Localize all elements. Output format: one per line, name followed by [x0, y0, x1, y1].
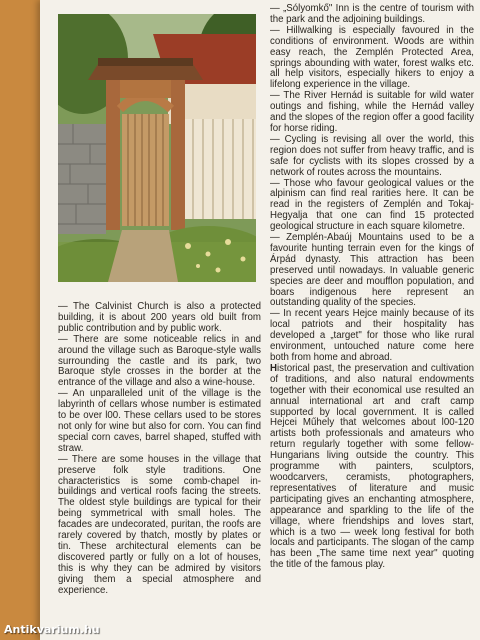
left-text-column — [58, 302, 261, 596]
gate-illustration — [58, 14, 256, 282]
paragraph-calvinist-church: — The Calvinist Church is also a protected building, it is about 200 years old built from public contribution and by public work. — [58, 301, 261, 334]
paragraph-cycling: — Cycling is revising all over the world, this region does not suffer from heavy traffic, and is safe for cyclists with its slopes crossed by a network of routes across the mountains. — [270, 133, 474, 178]
photo-carved-wooden-gate — [58, 14, 256, 282]
paragraph-cellars: — An unparalleled unit of the village is the labyrinth of cellars whose number is estimated to be over l00. These cellars used to be stores not only for wine but also for corn. You can find special corn caves, barrel shaped, stuffed with straw. — [58, 388, 261, 454]
book-page — [40, 0, 480, 640]
paragraph-inn: — „Sólyomkő" Inn is the centre of tourism with the park and the adjoining buildings. — [270, 3, 474, 25]
paragraph-historical-past — [270, 364, 474, 571]
paragraph-river-hernad: — The River Hernád is suitable for wild water outings and fishing, while the Hernád valley and the slopes of the region offer a good facility for horse riding. — [270, 90, 474, 134]
paragraph-baroque-relics: — There are some noticeable relics in and around the village such as Baroque-style walls surrounding the castle and its park, two Baroque style crosses in the border at the entrance of the village and also a wine-house. — [58, 333, 261, 389]
watermark-logo: Antikvarium.hu — [4, 623, 100, 636]
paragraph-folk-houses: — There are some houses in the village that preserve folk style traditions. One characteristics is some comb-chapel in-buildings and vertical roofs facing the streets. The oldest style buildings are typical for their being symmetrical with small holes. The facades are undecorated, puritan, the roofs are rarely covered by thatch, mostly by plates or tin. These architectural elements can be discovered partly or fully on a lot of houses, this is why they can be admired by visitors giving them a special atmosphere and experience. — [58, 453, 261, 596]
paragraph-hillwalking: — Hillwalking is especially favoured in the conditions of environment. Woods are within easy reach, the Zemplén Protected Area, springs abounding with water, forest walks etc. all help visitors, especially hikers to enjoy a lifelong experience in the village. — [270, 24, 474, 91]
paragraph-geology: — Those who favour geological values or the alpinism can find real rarities here. It can be read in the registers of Zemplén and Tokaj-Hegyalja that one can find 15 protected geological structure in each square kilometre. — [270, 177, 474, 233]
historical-text: istorical past, the preservation and cultivation of traditions, and also natural endowments together with their economical use resulted an annual international art and craft camp supported by local government. It is called Hejcei Műhely that welcomes about l00-120 artists both professionals and amateurs who return regularly together with some fellow-Hungarians living outside the country. This programme with painters, sculptors, woodcarvers, ceramists, photographers, representatives of literature and music participating gives an enchanting atmosphere, appearance and sparkling to the life of the village, where friendships and loves start, which is a two — week long festival for both locals and participants. The slogan of the camp has been „The same time next year" quoting the title of the famous play. — [270, 362, 474, 571]
drop-initial: H — [270, 362, 277, 374]
paragraph-recent-years: — In recent years Hejce mainly because of its local patriots and their hospitality has developed a „target" for those who like rural environment, untouched nature come here both from home and abroad. — [270, 308, 474, 363]
paragraph-hunting: — Zemplén-Abaúj Mountains used to be a favourite hunting terrain even for the kings of Árpád dynasty. This attraction has been preserved until nowadays. In valuable generic species are deer and moufflon population, and boars indigenous here represent an outstanding quality of the species. — [270, 232, 474, 309]
right-text-column — [270, 4, 474, 571]
